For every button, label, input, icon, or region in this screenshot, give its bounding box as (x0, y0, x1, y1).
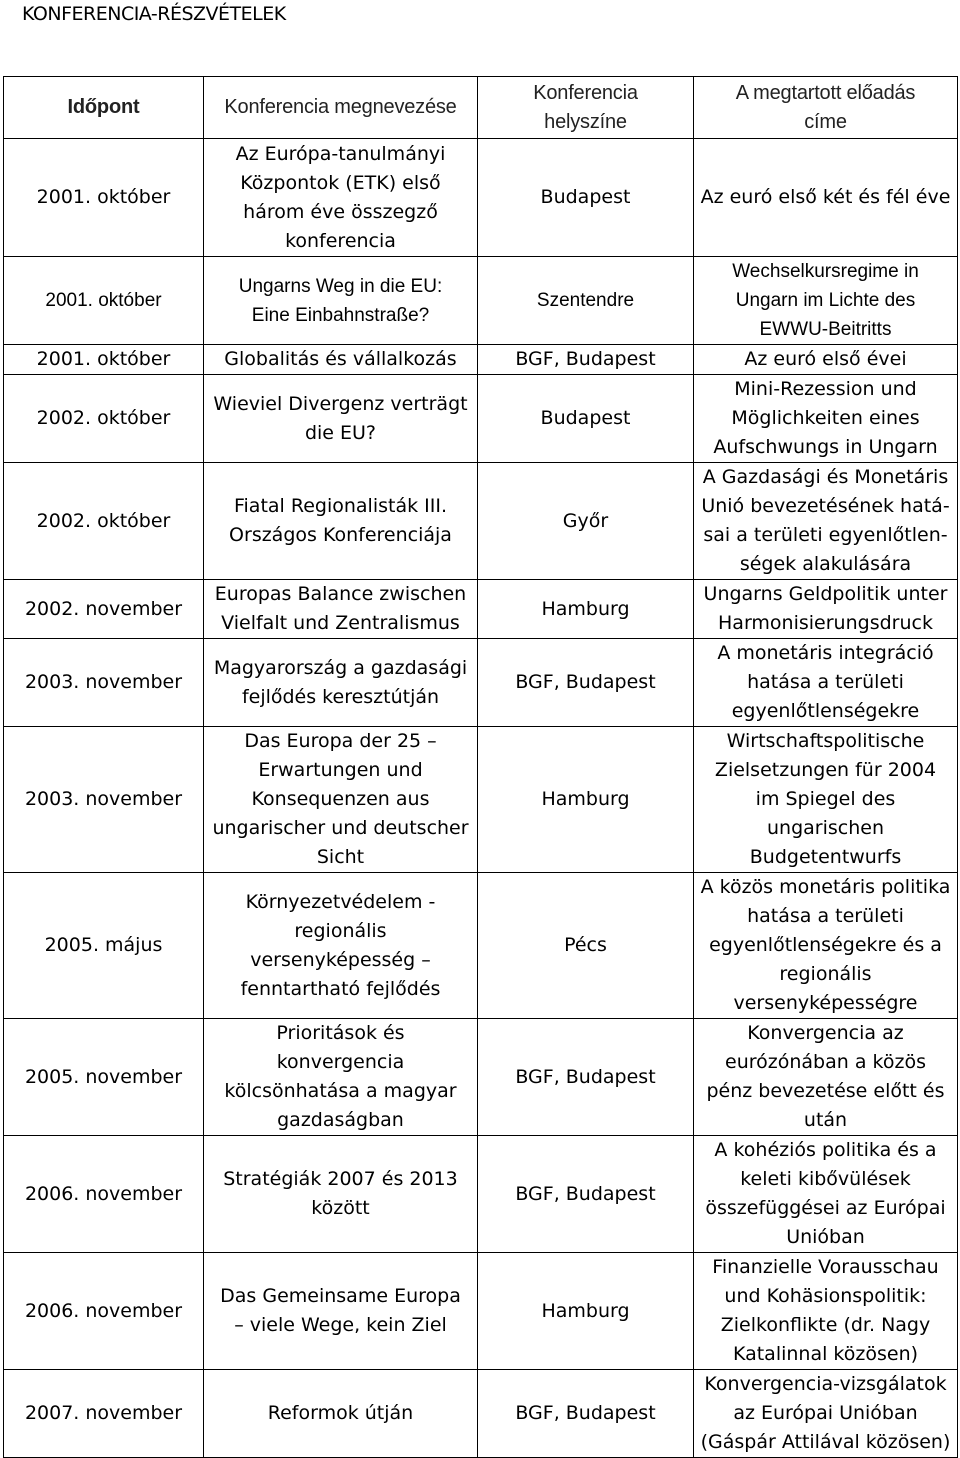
cell-conference-name: Wieviel Divergenz verträgt die EU? (204, 375, 478, 463)
column-header-venue: Konferencia helyszíne (478, 77, 694, 139)
cell-date: 2002. október (4, 375, 204, 463)
table-row (4, 580, 958, 639)
cell-lecture-title: Finanzielle Vorausschau und Kohäsionspolitik: Zielkonflikte (dr. Nagy Katalinnal közösen) (694, 1253, 958, 1370)
table-header-row (4, 77, 958, 139)
table-row (4, 1370, 958, 1458)
column-header-name: Konferencia megnevezése (204, 77, 478, 139)
cell-conference-name: Stratégiák 2007 és 2013 között (204, 1136, 478, 1253)
table-row (4, 375, 958, 463)
cell-date: 2001. október (4, 257, 204, 345)
cell-venue: Hamburg (478, 1253, 694, 1370)
conference-table (3, 76, 958, 1458)
cell-venue: Győr (478, 463, 694, 580)
cell-conference-name: Das Gemeinsame Europa – viele Wege, kein Ziel (204, 1253, 478, 1370)
table-row (4, 345, 958, 375)
cell-conference-name: Globalitás és vállalkozás (204, 345, 478, 375)
cell-lecture-title: Az euró első évei (694, 345, 958, 375)
cell-lecture-title: A kohéziós politika és a keleti kibővülések összefüggései az Európai Unióban (694, 1136, 958, 1253)
cell-lecture-title: A közös monetáris politika hatása a területi egyenlőtlenségekre és a regionális versenyképességre (694, 873, 958, 1019)
cell-lecture-title: Konvergencia-vizsgálatok az Európai Unióban (Gáspár Attilával közösen) (694, 1370, 958, 1458)
cell-venue: BGF, Budapest (478, 639, 694, 727)
table-body (4, 139, 958, 1458)
cell-venue: BGF, Budapest (478, 1019, 694, 1136)
cell-venue: Hamburg (478, 580, 694, 639)
cell-venue: Hamburg (478, 727, 694, 873)
cell-date: 2006. november (4, 1136, 204, 1253)
cell-lecture-title: A Gazdasági és Monetáris Unió bevezetésének hatá- sai a területi egyenlőtlen- ségek alakulására (694, 463, 958, 580)
cell-conference-name: Europas Balance zwischen Vielfalt und Zentralismus (204, 580, 478, 639)
cell-conference-name: Reformok útján (204, 1370, 478, 1458)
cell-venue: BGF, Budapest (478, 1136, 694, 1253)
table-row (4, 1019, 958, 1136)
cell-date: 2005. május (4, 873, 204, 1019)
cell-date: 2005. november (4, 1019, 204, 1136)
cell-venue: Pécs (478, 873, 694, 1019)
column-header-lecture: A megtartott előadás címe (694, 77, 958, 139)
cell-lecture-title: Konvergencia az eurózónában a közös pénz bevezetése előtt és után (694, 1019, 958, 1136)
cell-date: 2002. október (4, 463, 204, 580)
table-row (4, 873, 958, 1019)
cell-date: 2003. november (4, 639, 204, 727)
cell-lecture-title: A monetáris integráció hatása a területi egyenlőtlenségekre (694, 639, 958, 727)
cell-lecture-title: Mini-Rezession und Möglichkeiten eines Aufschwungs in Ungarn (694, 375, 958, 463)
cell-conference-name: Prioritások és konvergencia kölcsönhatása a magyar gazdaságban (204, 1019, 478, 1136)
cell-lecture-title: Wirtschaftspolitische Zielsetzungen für 2004 im Spiegel des ungarischen Budgetentwurfs (694, 727, 958, 873)
cell-conference-name: Fiatal Regionalisták III. Országos Konferenciája (204, 463, 478, 580)
cell-date: 2002. november (4, 580, 204, 639)
table-row (4, 463, 958, 580)
cell-conference-name: Das Europa der 25 – Erwartungen und Konsequenzen aus ungarischer und deutscher Sicht (204, 727, 478, 873)
column-header-date: Időpont (4, 77, 204, 139)
cell-date: 2001. október (4, 139, 204, 257)
cell-venue: Budapest (478, 375, 694, 463)
table-row (4, 139, 958, 257)
cell-venue: Szentendre (478, 257, 694, 345)
table-row (4, 639, 958, 727)
table-row (4, 1253, 958, 1370)
table-row (4, 1136, 958, 1253)
cell-conference-name: Környezetvédelem - regionális versenyképesség – fenntartható fejlődés (204, 873, 478, 1019)
cell-lecture-title: Az euró első két és fél éve (694, 139, 958, 257)
cell-lecture-title: Wechselkursregime in Ungarn im Lichte des EWWU-Beitritts (694, 257, 958, 345)
cell-conference-name: Az Európa-tanulmányi Központok (ETK) első három éve összegző konferencia (204, 139, 478, 257)
cell-venue: Budapest (478, 139, 694, 257)
cell-conference-name: Magyarország a gazdasági fejlődés keresztútján (204, 639, 478, 727)
cell-lecture-title: Ungarns Geldpolitik unter Harmonisierungsdruck (694, 580, 958, 639)
table-row (4, 257, 958, 345)
cell-date: 2001. október (4, 345, 204, 375)
cell-venue: BGF, Budapest (478, 1370, 694, 1458)
page-title: KONFERENCIA-RÉSZVÉTELEK (22, 3, 286, 25)
cell-venue: BGF, Budapest (478, 345, 694, 375)
table-row (4, 727, 958, 873)
cell-date: 2007. november (4, 1370, 204, 1458)
cell-conference-name: Ungarns Weg in die EU: Eine Einbahnstraße? (204, 257, 478, 345)
cell-date: 2003. november (4, 727, 204, 873)
cell-date: 2006. november (4, 1253, 204, 1370)
